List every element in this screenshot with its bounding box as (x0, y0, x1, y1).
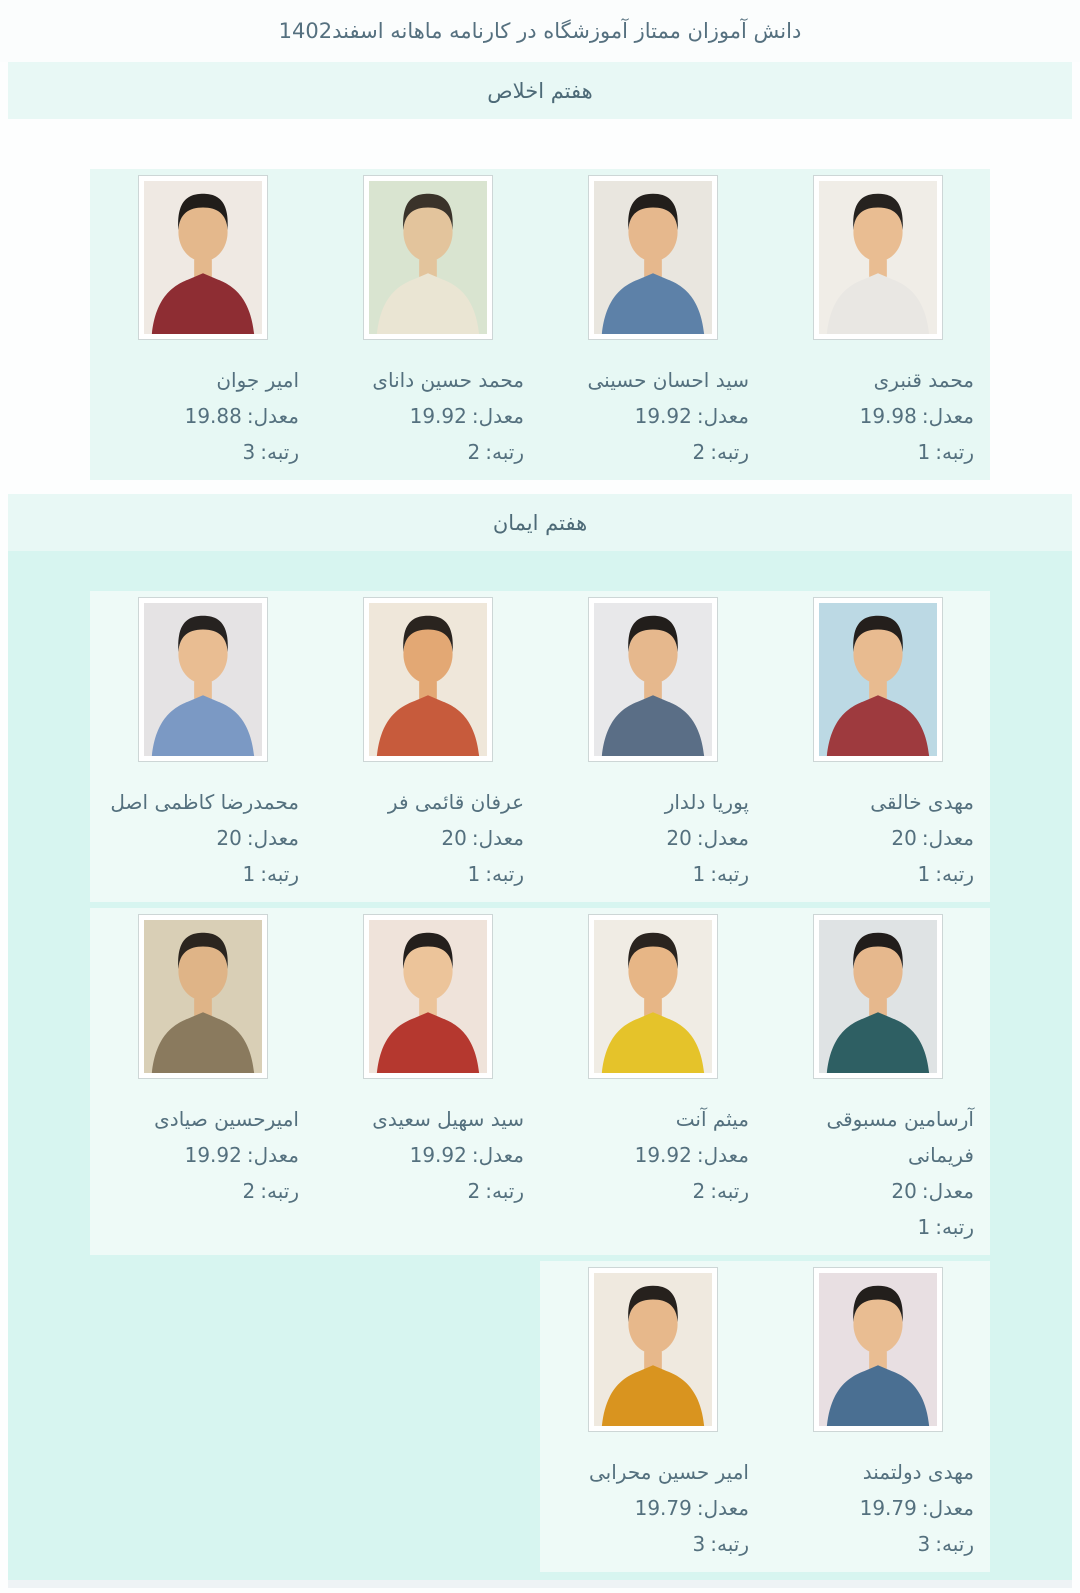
student-name: مهدی دولتمند (862, 1460, 974, 1484)
gpa-value: 19.92 (634, 404, 692, 428)
student-rank-line (781, 434, 974, 470)
student-info (765, 762, 990, 892)
student-photo-frame (588, 597, 718, 762)
rank-label: رتبه: (935, 1532, 974, 1556)
gpa-label: معدل: (246, 826, 299, 850)
student-rank-line (556, 434, 749, 470)
student-card (540, 169, 765, 480)
student-name: سید سهیل سعیدی (372, 1107, 524, 1131)
student-name: عرفان قائمی فر (387, 790, 524, 814)
page-title: دانش آموزان ممتاز آموزشگاه در کارنامه ماهانه اسفند1402 (0, 0, 1080, 62)
gpa-value: 19.79 (634, 1496, 692, 1520)
student-photo-frame (813, 597, 943, 762)
student-card (540, 1261, 765, 1572)
section-header-title: هفتم ایمان (8, 494, 1072, 551)
student-portrait-icon (594, 603, 712, 756)
rank-label: رتبه: (710, 440, 749, 464)
student-row (90, 1261, 990, 1572)
gpa-label: معدل: (471, 1143, 524, 1167)
student-rank-line (331, 434, 524, 470)
student-info (540, 762, 765, 892)
rank-value: 2 (692, 1179, 706, 1203)
rank-value: 2 (467, 1179, 481, 1203)
student-card (90, 591, 315, 902)
student-info (315, 1079, 540, 1209)
gpa-label: معدل: (471, 404, 524, 428)
student-rank-line (556, 1526, 749, 1562)
student-photo-frame (138, 914, 268, 1079)
student-info (90, 1079, 315, 1209)
gpa-label: معدل: (471, 826, 524, 850)
student-info (315, 762, 540, 892)
student-gpa-line (331, 1137, 524, 1173)
rank-value: 2 (242, 1179, 256, 1203)
bottom-strip (8, 1580, 1072, 1588)
student-name: محمد قنبری (873, 368, 974, 392)
student-card (90, 908, 315, 1255)
student-photo-frame (588, 175, 718, 340)
student-gpa-line (781, 398, 974, 434)
student-info (90, 762, 315, 892)
rank-label: رتبه: (485, 862, 524, 886)
student-name: مهدی خالقی (870, 790, 974, 814)
gpa-value: 19.92 (184, 1143, 242, 1167)
student-info (315, 340, 540, 470)
student-gpa-line (556, 398, 749, 434)
rank-value: 1 (467, 862, 481, 886)
rank-label: رتبه: (935, 862, 974, 886)
student-photo-frame (363, 175, 493, 340)
gpa-label: معدل: (246, 1143, 299, 1167)
gpa-label: معدل: (921, 404, 974, 428)
student-photo-frame (813, 914, 943, 1079)
rank-label: رتبه: (710, 1179, 749, 1203)
rank-value: 1 (917, 440, 931, 464)
student-name: پوریا دلدار (664, 790, 749, 814)
student-card (315, 591, 540, 902)
rank-label: رتبه: (485, 440, 524, 464)
student-card (765, 169, 990, 480)
gpa-label: معدل: (696, 404, 749, 428)
gpa-value: 20 (666, 826, 692, 850)
student-name: محمدرضا کاظمی اصل (110, 790, 299, 814)
rank-label: رتبه: (935, 440, 974, 464)
student-photo-frame (588, 914, 718, 1079)
gpa-label: معدل: (921, 1496, 974, 1520)
rank-label: رتبه: (485, 1179, 524, 1203)
student-rank-line (106, 856, 299, 892)
student-portrait-icon (819, 1273, 937, 1426)
student-photo-frame (813, 175, 943, 340)
gpa-label: معدل: (696, 1143, 749, 1167)
gpa-value: 20 (891, 1179, 917, 1203)
rank-value: 1 (917, 1215, 931, 1239)
gpa-value: 19.79 (859, 1496, 917, 1520)
section-header-title: هفتم اخلاص (8, 62, 1072, 119)
student-rank-line (781, 1526, 974, 1562)
student-card (315, 908, 540, 1255)
rank-label: رتبه: (710, 1532, 749, 1556)
rank-label: رتبه: (260, 1179, 299, 1203)
rank-value: 1 (917, 862, 931, 886)
student-rank-line (106, 1173, 299, 1209)
student-portrait-icon (819, 920, 937, 1073)
student-portrait-icon (369, 603, 487, 756)
student-gpa-line (556, 820, 749, 856)
rank-label: رتبه: (260, 440, 299, 464)
gpa-value: 19.92 (409, 404, 467, 428)
student-rank-line (781, 1209, 974, 1245)
gpa-value: 19.88 (184, 404, 242, 428)
student-name: سید احسان حسینی (587, 368, 749, 392)
student-info (765, 1432, 990, 1562)
gpa-label: معدل: (696, 1496, 749, 1520)
student-row (90, 169, 990, 480)
student-photo-frame (813, 1267, 943, 1432)
class-section (0, 62, 1080, 494)
student-gpa-line (106, 820, 299, 856)
student-info (765, 340, 990, 470)
gpa-label: معدل: (921, 1179, 974, 1203)
student-gpa-line (106, 1137, 299, 1173)
student-portrait-icon (144, 181, 262, 334)
student-row (90, 591, 990, 902)
rank-label: رتبه: (260, 862, 299, 886)
student-rank-line (556, 856, 749, 892)
student-name: امیر حسین محرابی (589, 1460, 749, 1484)
student-gpa-line (331, 398, 524, 434)
student-rank-line (556, 1173, 749, 1209)
student-gpa-line (556, 1490, 749, 1526)
student-info (540, 340, 765, 470)
student-gpa-line (781, 1173, 974, 1209)
student-name: امیر جوان (216, 368, 299, 392)
student-gpa-line (106, 398, 299, 434)
rank-value: 3 (917, 1532, 931, 1556)
student-gpa-line (781, 820, 974, 856)
student-rank-line (781, 856, 974, 892)
student-info (540, 1079, 765, 1209)
gpa-value: 20 (891, 826, 917, 850)
student-card (765, 1261, 990, 1572)
student-card (765, 591, 990, 902)
section-body (8, 551, 1072, 1580)
rank-value: 2 (467, 440, 481, 464)
rank-value: 1 (242, 862, 256, 886)
rank-label: رتبه: (935, 1215, 974, 1239)
gpa-value: 20 (441, 826, 467, 850)
student-photo-frame (138, 175, 268, 340)
student-portrait-icon (594, 181, 712, 334)
student-info (90, 340, 315, 470)
student-row (90, 908, 990, 1255)
class-section (0, 494, 1080, 1580)
section-body (0, 119, 1080, 494)
student-portrait-icon (369, 920, 487, 1073)
rank-value: 3 (242, 440, 256, 464)
student-name: آرسامین مسبوقی فریمانی (826, 1107, 974, 1167)
student-card (765, 908, 990, 1255)
sections-container (0, 62, 1080, 1580)
gpa-label: معدل: (696, 826, 749, 850)
student-card (315, 169, 540, 480)
gpa-value: 19.98 (859, 404, 917, 428)
student-rank-line (331, 1173, 524, 1209)
student-gpa-line (556, 1137, 749, 1173)
student-info (540, 1432, 765, 1562)
student-card (540, 591, 765, 902)
student-rank-line (106, 434, 299, 470)
gpa-value: 19.92 (409, 1143, 467, 1167)
rank-value: 3 (692, 1532, 706, 1556)
rank-value: 1 (692, 862, 706, 886)
rank-value: 2 (692, 440, 706, 464)
student-photo-frame (363, 597, 493, 762)
gpa-value: 20 (216, 826, 242, 850)
student-rank-line (331, 856, 524, 892)
student-photo-frame (363, 914, 493, 1079)
student-name: امیرحسین صیادی (154, 1107, 299, 1131)
rank-label: رتبه: (710, 862, 749, 886)
student-portrait-icon (819, 603, 937, 756)
student-card (540, 908, 765, 1255)
student-photo-frame (138, 597, 268, 762)
student-portrait-icon (144, 603, 262, 756)
gpa-label: معدل: (921, 826, 974, 850)
student-portrait-icon (819, 181, 937, 334)
student-info (765, 1079, 990, 1245)
student-portrait-icon (594, 920, 712, 1073)
student-name: میثم آنت (675, 1107, 749, 1131)
student-portrait-icon (144, 920, 262, 1073)
gpa-value: 19.92 (634, 1143, 692, 1167)
student-portrait-icon (369, 181, 487, 334)
student-photo-frame (588, 1267, 718, 1432)
student-portrait-icon (594, 1273, 712, 1426)
gpa-label: معدل: (246, 404, 299, 428)
student-gpa-line (331, 820, 524, 856)
student-name: محمد حسین دانای (372, 368, 524, 392)
student-card (90, 169, 315, 480)
student-gpa-line (781, 1490, 974, 1526)
